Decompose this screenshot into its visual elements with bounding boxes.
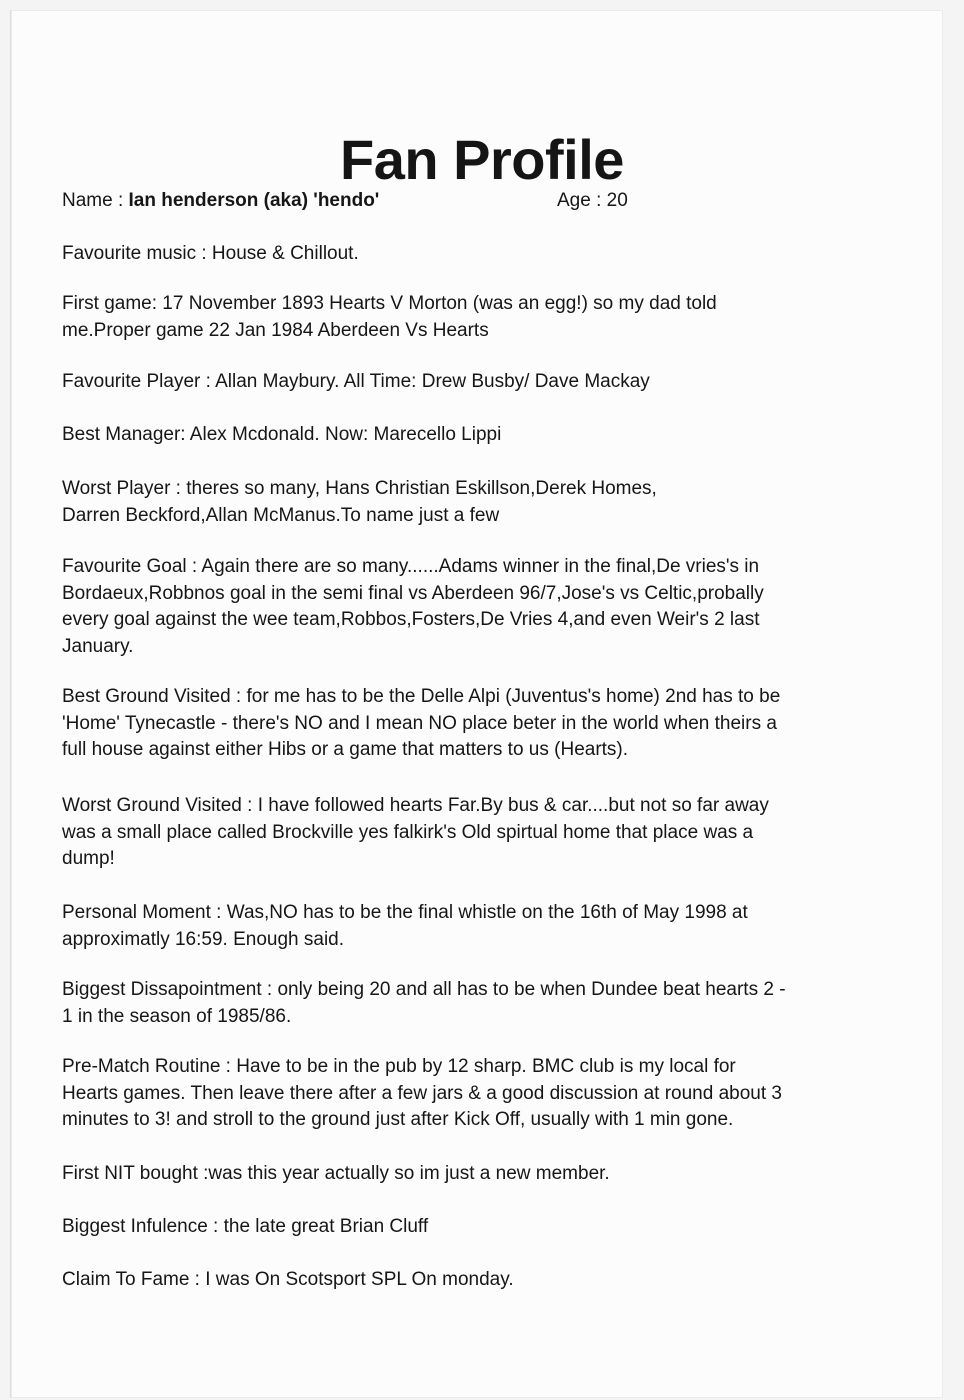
field-line: Personal Moment : Was,NO has to be the final whistle on the 16th of May 1998 at: [62, 902, 748, 923]
age-value: Age : 20: [557, 190, 628, 211]
field-line: Pre-Match Routine : Have to be in the pub by 12 sharp. BMC club is my local for: [62, 1056, 736, 1077]
field-favourite-music: [62, 241, 912, 268]
name-row: [62, 188, 912, 215]
field-line: Bordaeux,Robbnos goal in the semi final vs Aberdeen 96/7,Jose's vs Celtic,probally: [62, 582, 764, 604]
field-claim-to-fame: [62, 1267, 912, 1294]
field-line: Favourite Player : Allan Maybury. All Time: Drew Busby/ Dave Mackay: [62, 371, 650, 392]
field-favourite-player: [62, 369, 912, 396]
field-biggest-disappointment: [62, 977, 912, 1030]
field-line: Darren Beckford,Allan McManus.To name just a few: [62, 504, 500, 526]
field-line: full house against either Hibs or a game that matters to us (Hearts).: [62, 739, 629, 760]
field-line: Favourite Goal : Again there are so many......Adams winner in the final,De vries's in: [62, 556, 760, 577]
field-line: Worst Player : theres so many, Hans Christian Eskillson,Derek Homes,: [62, 478, 657, 499]
name-label: Name :: [62, 190, 124, 211]
field-line: was a small place called Brockville yes falkirk's Old spirtual home that place was a: [62, 821, 754, 843]
field-line: First NIT bought :was this year actually so im just a new member.: [62, 1163, 610, 1184]
field-line: 'Home' Tynecastle - there's NO and I mean NO place beter in the world when theirs a: [62, 712, 777, 734]
name-value: Ian henderson (aka) 'hendo': [128, 190, 380, 211]
field-best-manager: [62, 422, 912, 449]
field-first-nit: [62, 1161, 912, 1188]
field-first-game: [62, 291, 912, 344]
field-line: every goal against the wee team,Robbos,Fosters,De Vries 4,and even Weir's 2 last: [62, 609, 760, 630]
page-title: Fan Profile: [340, 128, 624, 191]
field-pre-match-routine: [62, 1054, 912, 1134]
field-line: Biggest Infulence : the late great Brian Cluff: [62, 1216, 429, 1237]
field-line: Biggest Dissapointment : only being 20 and all has to be when Dundee beat hearts 2 -: [62, 979, 786, 1000]
field-line: Favourite music : House & Chillout.: [62, 243, 359, 264]
field-line: Worst Ground Visited : I have followed hearts Far.By bus & car....but not so far away: [62, 795, 769, 816]
field-line: 1 in the season of 1985/86.: [62, 1005, 292, 1027]
field-line: minutes to 3! and stroll to the ground just after Kick Off, usually with 1 min gone.: [62, 1109, 734, 1130]
field-line: First game: 17 November 1893 Hearts V Morton (was an egg!) so my dad told: [62, 293, 717, 314]
field-line: Best Ground Visited : for me has to be the Delle Alpi (Juventus's home) 2nd has to be: [62, 686, 781, 707]
field-worst-ground: [62, 793, 912, 873]
field-biggest-influence: [62, 1214, 912, 1241]
field-line: dump!: [62, 848, 115, 869]
field-line: Claim To Fame : I was On Scotsport SPL On monday.: [62, 1269, 514, 1290]
field-line: January.: [62, 635, 134, 657]
field-personal-moment: [62, 900, 912, 953]
field-line: me.Proper game 22 Jan 1984 Aberdeen Vs Hearts: [62, 319, 489, 341]
field-line: Best Manager: Alex Mcdonald. Now: Marecello Lippi: [62, 424, 502, 445]
field-best-ground: [62, 684, 912, 764]
field-line: approximatly 16:59. Enough said.: [62, 928, 345, 950]
field-favourite-goal: [62, 554, 912, 660]
field-line: Hearts games. Then leave there after a few jars & a good discussion at round about 3: [62, 1082, 782, 1104]
field-worst-player: [62, 476, 912, 529]
